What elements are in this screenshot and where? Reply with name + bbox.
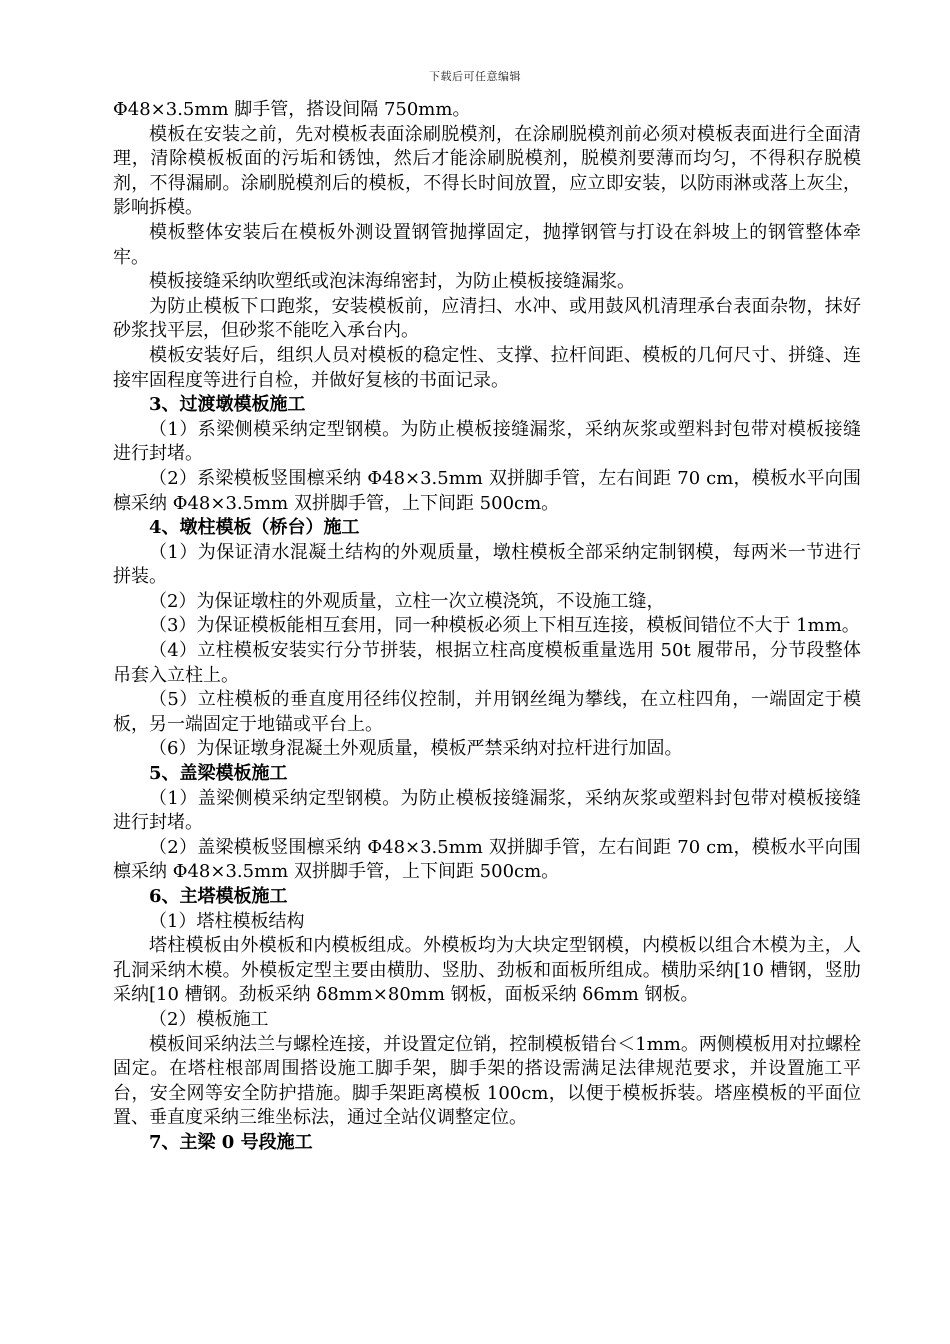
paragraph: （1）为保证清水混凝土结构的外观质量，墩柱模板全部采纳定制钢模，每两米一节进行拼装。 [113, 541, 861, 588]
paragraph: （1）盖梁侧模采纳定型钢模。为防止模板接缝漏浆，采纳灰浆或塑料封包带对模板接缝进行封堵。 [113, 787, 861, 834]
paragraph: （4）立柱模板安装实行分节拼装，根据立柱高度模板重量选用 50t 履带吊，分节段整体吊套入立柱上。 [113, 640, 861, 686]
paragraph: 塔柱模板由外模板和内模板组成。外模板均为大块定型钢模，内模板以组合木模为主，人孔洞采纳木模。外模板定型主要由横肋、竖肋、劲板和面板所组成。横肋采纳[10 槽钢，竖肋采纳[10 槽钢。劲板采纳 δ8mm×80mm 钢板，面板采纳 δ6mm 钢板。 [113, 935, 861, 1006]
section-heading: 4、墩柱模板（桥台）施工 [149, 517, 360, 539]
section-heading: 3、过渡墩模板施工 [149, 394, 306, 416]
paragraph: （1）塔柱模板结构 [149, 910, 305, 932]
section-heading: 7、主梁 0 号段施工 [149, 1131, 313, 1153]
paragraph: （2）盖梁模板竖围檩采纳 Φ48×3.5mm 双拼脚手管，左右间距 70 cm，模板水平向围檩采纳 Φ48×3.5mm 双拼脚手管，上下间距 500cm。 [113, 836, 861, 883]
paragraph: 模板安装好后，组织人员对模板的稳定性、支撑、拉杆间距、模板的几何尺寸、拼缝、连接牢固程度等进行自检，并做好复核的书面记录。 [113, 344, 861, 391]
paragraph: （1）系梁侧模采纳定型钢模。为防止模板接缝漏浆，采纳灰浆或塑料封包带对模板接缝进行封堵。 [113, 418, 861, 465]
paragraph: 为防止模板下口跑浆，安装模板前，应清扫、水冲、或用鼓风机清理承台表面杂物，抹好砂浆找平层，但砂浆不能吃入承台内。 [113, 295, 861, 342]
paragraph: 模板接缝采纳吹塑纸或泡沫海绵密封，为防止模板接缝漏浆。 [149, 271, 635, 293]
paragraph: （2）系梁模板竖围檩采纳 Φ48×3.5mm 双拼脚手管，左右间距 70 cm，模板水平向围檩采纳 Φ48×3.5mm 双拼脚手管，上下间距 500cm。 [113, 467, 861, 514]
document-body [113, 98, 861, 1156]
paragraph: 模板间采纳法兰与螺栓连接，并设置定位销，控制模板错台＜1mm。两侧模板用对拉螺栓固定。在塔柱根部周围搭设施工脚手架，脚手架的搭设需满足法律规范要求，并设置施工平台，安全网等安全防护措施。脚手架距离模板 100cm，以便于模板拆装。塔座模板的平面位置、垂直度采纳三维坐标法，通过全站仪调整定位。 [113, 1033, 861, 1129]
paragraph: （6）为保证墩身混凝土外观质量，模板严禁采纳对拉杆进行加固。 [149, 738, 683, 760]
paragraph: 模板在安装之前，先对模板表面涂刷脱模剂，在涂刷脱模剂前必须对模板表面进行全面清理，清除模板板面的污垢和锈蚀，然后才能涂刷脱模剂，脱模剂要薄而均匀，不得积存脱模剂，不得漏刷。涂刷脱模剂后的模板，不得长时间放置，应立即安装，以防雨淋或落上灰尘，影响拆模。 [113, 123, 861, 219]
paragraph: （5）立柱模板的垂直度用径纬仪控制，并用钢丝绳为攀线，在立柱四角，一端固定于模板，另一端固定于地锚或平台上。 [113, 689, 861, 735]
page-header: 下载后可任意编辑 [429, 70, 521, 83]
section-heading: 6、主塔模板施工 [149, 886, 288, 907]
section-heading: 5、盖梁模板施工 [149, 763, 288, 785]
paragraph: （2）模板施工 [149, 1008, 269, 1030]
paragraph: Φ48×3.5mm 脚手管，搭设间隔 750mm。 [113, 99, 471, 120]
paragraph: （2）为保证墩柱的外观质量，立柱一次立模浇筑，不设施工缝， [149, 590, 665, 612]
paragraph: （3）为保证模板能相互套用，同一种模板必须上下相互连接，模板间错位不大于 1mm。 [149, 615, 860, 637]
paragraph: 模板整体安装后在模板外测设置钢管抛撑固定，抛撑钢管与打设在斜坡上的钢管整体牵牢。 [113, 221, 861, 268]
